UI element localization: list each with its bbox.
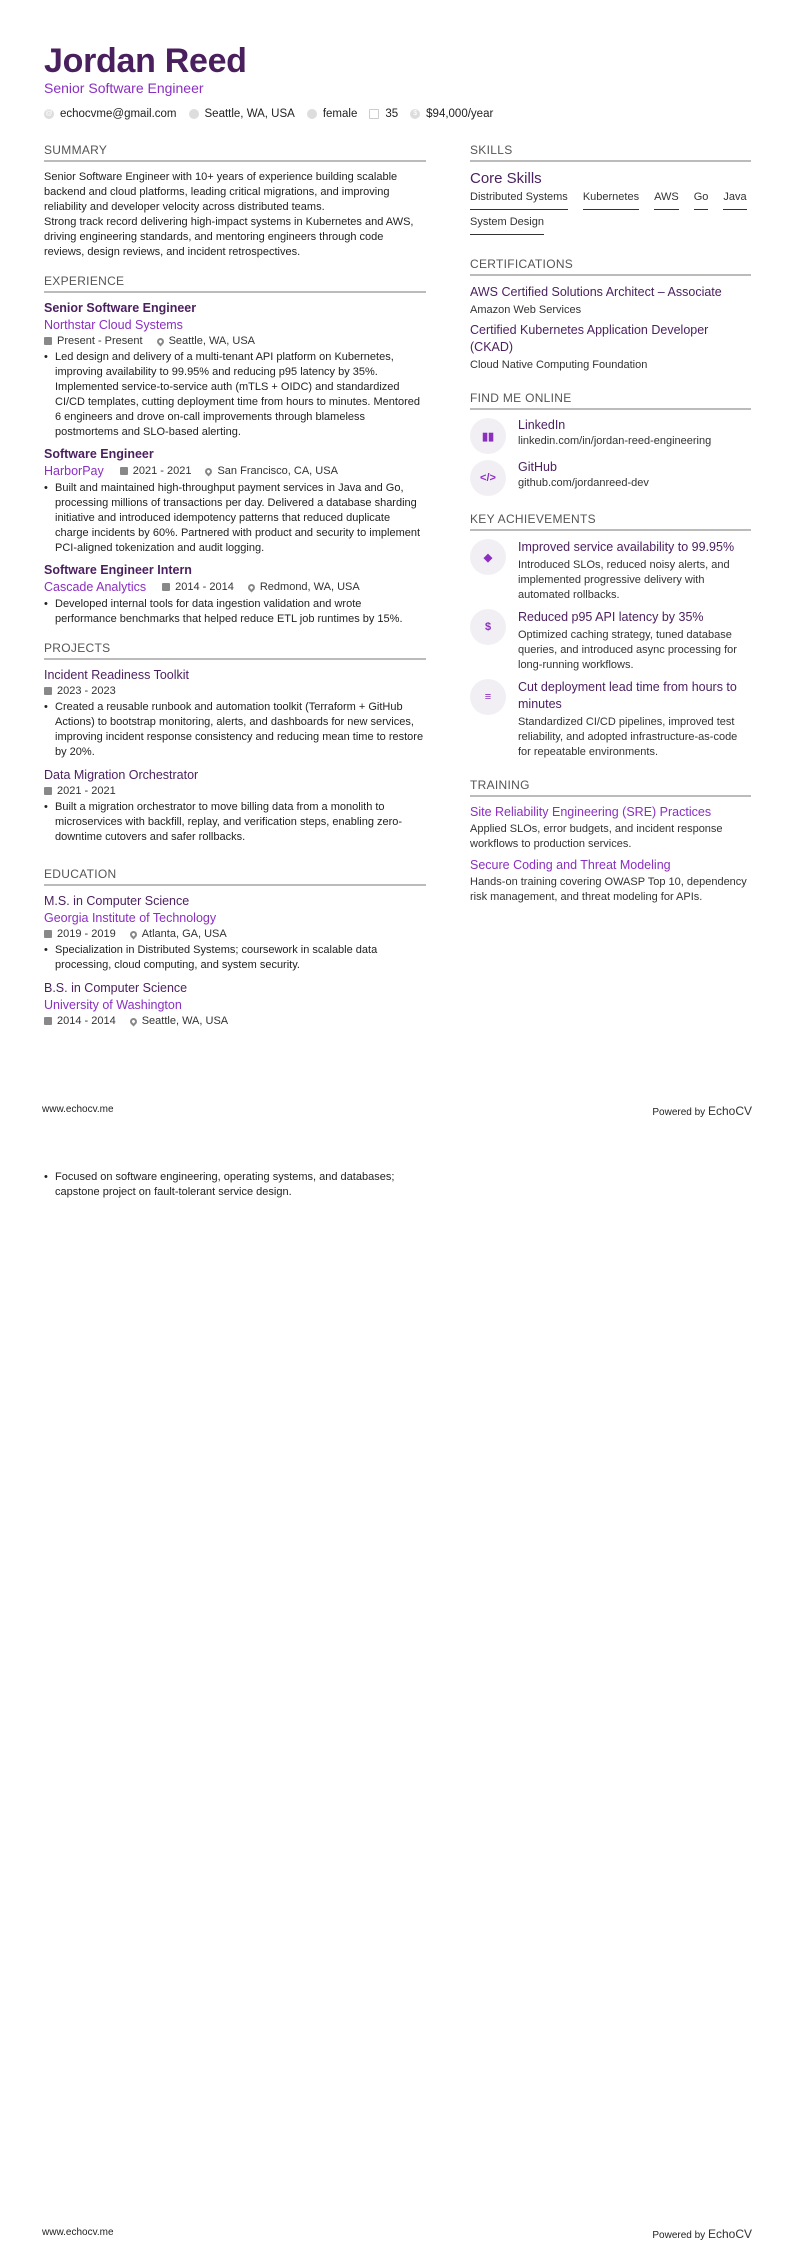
calendar-icon (44, 337, 52, 345)
left-column (44, 143, 426, 1027)
footer-powered (652, 1104, 752, 1118)
calendar-icon (44, 930, 52, 938)
section-heading-online: FIND ME ONLINE (470, 391, 751, 410)
footer-site-link[interactable]: www.echocv.me (42, 2227, 114, 2238)
company-name: HarborPay (44, 464, 104, 478)
lines-icon: ≡ (470, 679, 506, 715)
at-icon: @ (45, 110, 53, 117)
skill-tag: System Design (470, 216, 544, 235)
project-entry (44, 768, 426, 845)
achievement-item (470, 679, 751, 760)
calendar-icon (44, 787, 52, 795)
achievement-item (470, 609, 751, 673)
education-location: Atlanta, GA, USA (141, 928, 227, 940)
section-heading-education: EDUCATION (44, 867, 426, 886)
project-entry (44, 668, 426, 760)
online-profile-github[interactable] (470, 460, 751, 496)
job-dates: 2021 - 2021 (132, 465, 192, 477)
page-footer (42, 2227, 752, 2241)
right-column (470, 143, 751, 905)
section-heading-achievements: KEY ACHIEVEMENTS (470, 512, 751, 531)
education-location: Seattle, WA, USA (141, 1015, 229, 1027)
job-location: San Francisco, CA, USA (217, 465, 338, 477)
calendar-icon (369, 109, 379, 119)
skill-tag: Kubernetes (583, 191, 639, 210)
achievement-description: Standardized CI/CD pipelines, improved test reliability, and adopted infrastructure-as-code for repeatable environments. (518, 716, 738, 758)
location-icon (128, 1016, 138, 1026)
education-bullet: • Specialization in Distributed Systems; coursework in scalable data processing, cloud computing, and system security. (44, 943, 426, 973)
online-profile-linkedin[interactable] (470, 418, 751, 454)
job-title: Software Engineer (44, 447, 154, 461)
section-heading-skills: SKILLS (470, 143, 751, 162)
education-dates: 2014 - 2014 (57, 1015, 116, 1027)
achievement-item (470, 539, 751, 603)
training-name: Site Reliability Engineering (SRE) Practices (470, 805, 712, 819)
achievement-title: Cut deployment lead time from hours to minutes (518, 680, 737, 711)
project-bullet: • Created a reusable runbook and automation toolkit (Terraform + GitHub Actions) to bootstrap monitoring, alerts, and dashboards for new services, improving incident response consistency and reducing mean time to restore by 20%. (44, 700, 426, 760)
certification-issuer: Amazon Web Services (470, 304, 582, 316)
job-entry (44, 447, 426, 556)
linkedin-icon: ▮▮ (470, 418, 506, 454)
education-dates: 2019 - 2019 (57, 928, 116, 940)
cube-icon: ◆ (470, 539, 506, 575)
skill-tag: Distributed Systems (470, 191, 568, 210)
user-icon (307, 109, 317, 119)
dollar-icon: $ (410, 109, 420, 119)
certification-issuer: Cloud Native Computing Foundation (470, 359, 648, 371)
job-location: Redmond, WA, USA (259, 581, 360, 593)
project-name: Data Migration Orchestrator (44, 768, 199, 782)
contact-text: 35 (385, 108, 399, 120)
skill-tag: AWS (654, 191, 679, 210)
contact-location (189, 108, 295, 120)
contact-salary (410, 108, 493, 120)
training-description: Applied SLOs, error budgets, and incident response workflows to production services. (470, 823, 723, 850)
calendar-icon (120, 467, 128, 475)
section-heading-certifications: CERTIFICATIONS (470, 257, 751, 276)
achievement-description: Introduced SLOs, reduced noisy alerts, and implemented progressive delivery with automated rollbacks. (518, 559, 730, 601)
school-name: Georgia Institute of Technology (44, 911, 217, 925)
profile-name: GitHub (518, 460, 557, 474)
location-icon (189, 109, 199, 119)
github-icon: </> (470, 460, 506, 496)
candidate-title: Senior Software Engineer (44, 80, 204, 96)
skill-group-title: Core Skills (470, 170, 542, 187)
contact-gender (307, 108, 358, 120)
powered-by-label: Powered by (652, 1107, 706, 1118)
certification-name: Certified Kubernetes Application Developer (CKAD) (470, 323, 709, 354)
school-name: University of Washington (44, 998, 182, 1012)
skill-tag: Go (694, 191, 709, 210)
skill-tag: Java (723, 191, 746, 210)
job-entry (44, 301, 426, 440)
brand-logo[interactable]: EchoCV (707, 2227, 752, 2241)
resume-page-2 (0, 1123, 794, 2246)
page-footer (42, 1104, 752, 1118)
contact-text: Seattle, WA, USA (204, 108, 295, 120)
job-dates: 2014 - 2014 (175, 581, 234, 593)
training-name: Secure Coding and Threat Modeling (470, 858, 671, 872)
job-bullet: • Built and maintained high-throughput payment services in Java and Go, processing millions of transactions per day. Delivered a database sharding initiative and introduced idempotency patterns that reduced duplicate charge incidents by 60%. Partnered with product and security to implement PCI-aligned tokenization and audit logging. (44, 481, 426, 556)
location-icon (246, 582, 256, 592)
project-bullet: • Built a migration orchestrator to move billing data from a monolith to microservices with backfill, replay, and verification steps, enabling zero-downtime cutovers and safer rollbacks. (44, 800, 426, 845)
location-icon (155, 336, 165, 346)
achievement-description: Optimized caching strategy, tuned database queries, and introduced async processing for long-running workflows. (518, 629, 737, 671)
training-description: Hands-on training covering OWASP Top 10, dependency risk management, and threat modeling for APIs. (470, 876, 747, 903)
job-location: Seattle, WA, USA (168, 335, 255, 347)
section-heading-projects: PROJECTS (44, 641, 426, 660)
project-dates: 2023 - 2023 (57, 685, 116, 697)
summary-paragraph: Senior Software Engineer with 10+ years of experience building scalable backend and cloud platforms, leading critical migrations, and improving reliability and developer velocity across distributed teams. (44, 171, 398, 213)
profile-name: LinkedIn (518, 418, 566, 432)
brand-logo[interactable]: EchoCV (707, 1104, 752, 1118)
job-bullet: • Developed internal tools for data ingestion validation and wrote performance benchmarks that helped reduce ETL job runtimes by 15%. (44, 597, 426, 627)
dollar-icon: $ (470, 609, 506, 645)
contact-text: female (322, 108, 358, 120)
education-entry (44, 981, 426, 1027)
job-title: Senior Software Engineer (44, 301, 197, 315)
education-bullet: • Focused on software engineering, operating systems, and databases; capstone project on fault-tolerant service design. (44, 1170, 426, 1200)
project-name: Incident Readiness Toolkit (44, 668, 189, 682)
calendar-icon (162, 583, 170, 591)
degree: M.S. in Computer Science (44, 894, 190, 908)
skill-list (470, 191, 751, 235)
contact-text: echocvme@gmail.com (60, 108, 177, 120)
job-title: Software Engineer Intern (44, 563, 192, 577)
degree: B.S. in Computer Science (44, 981, 188, 995)
calendar-icon (44, 687, 52, 695)
section-heading-training: TRAINING (470, 778, 751, 797)
contact-email (44, 108, 177, 120)
footer-site-link[interactable]: www.echocv.me (42, 1104, 114, 1115)
calendar-icon (44, 1017, 52, 1025)
footer-powered (652, 2227, 752, 2241)
profile-url[interactable]: github.com/jordanreed-dev (518, 477, 649, 489)
profile-url[interactable]: linkedin.com/in/jordan-reed-engineering (518, 435, 712, 447)
summary-paragraph: Strong track record delivering high-impact systems in Kubernetes and AWS, driving engineering standards, and mentoring engineers through code reviews, design reviews, and incident retrospectives. (44, 216, 414, 258)
candidate-name: Jordan Reed (44, 42, 247, 80)
powered-by-label: Powered by (652, 2230, 706, 2241)
job-entry (44, 563, 426, 627)
contact-bar (44, 108, 493, 120)
achievement-title: Reduced p95 API latency by 35% (518, 610, 704, 624)
certification-name: AWS Certified Solutions Architect – Associate (470, 285, 722, 299)
contact-text: $94,000/year (426, 108, 494, 120)
section-heading-summary: SUMMARY (44, 143, 426, 162)
job-bullet: • Led design and delivery of a multi-tenant API platform on Kubernetes, improving availability to 99.95% and reducing p95 latency by 35%. Implemented service-to-service auth (mTLS + OIDC) and standardized CI/CD templates, cutting deployment time from hours to minutes. Mentored 6 engineers and drove on-call improvements through blameless postmortems and SLO-based alerting. (44, 350, 426, 440)
education-entry (44, 894, 426, 973)
section-heading-experience: EXPERIENCE (44, 274, 426, 293)
job-dates: Present - Present (57, 335, 143, 347)
achievement-title: Improved service availability to 99.95% (518, 540, 735, 554)
company-name: Cascade Analytics (44, 580, 147, 594)
contact-age (369, 108, 398, 120)
project-dates: 2021 - 2021 (57, 785, 116, 797)
location-icon (128, 929, 138, 939)
company-name: Northstar Cloud Systems (44, 318, 183, 332)
location-icon (204, 466, 214, 476)
